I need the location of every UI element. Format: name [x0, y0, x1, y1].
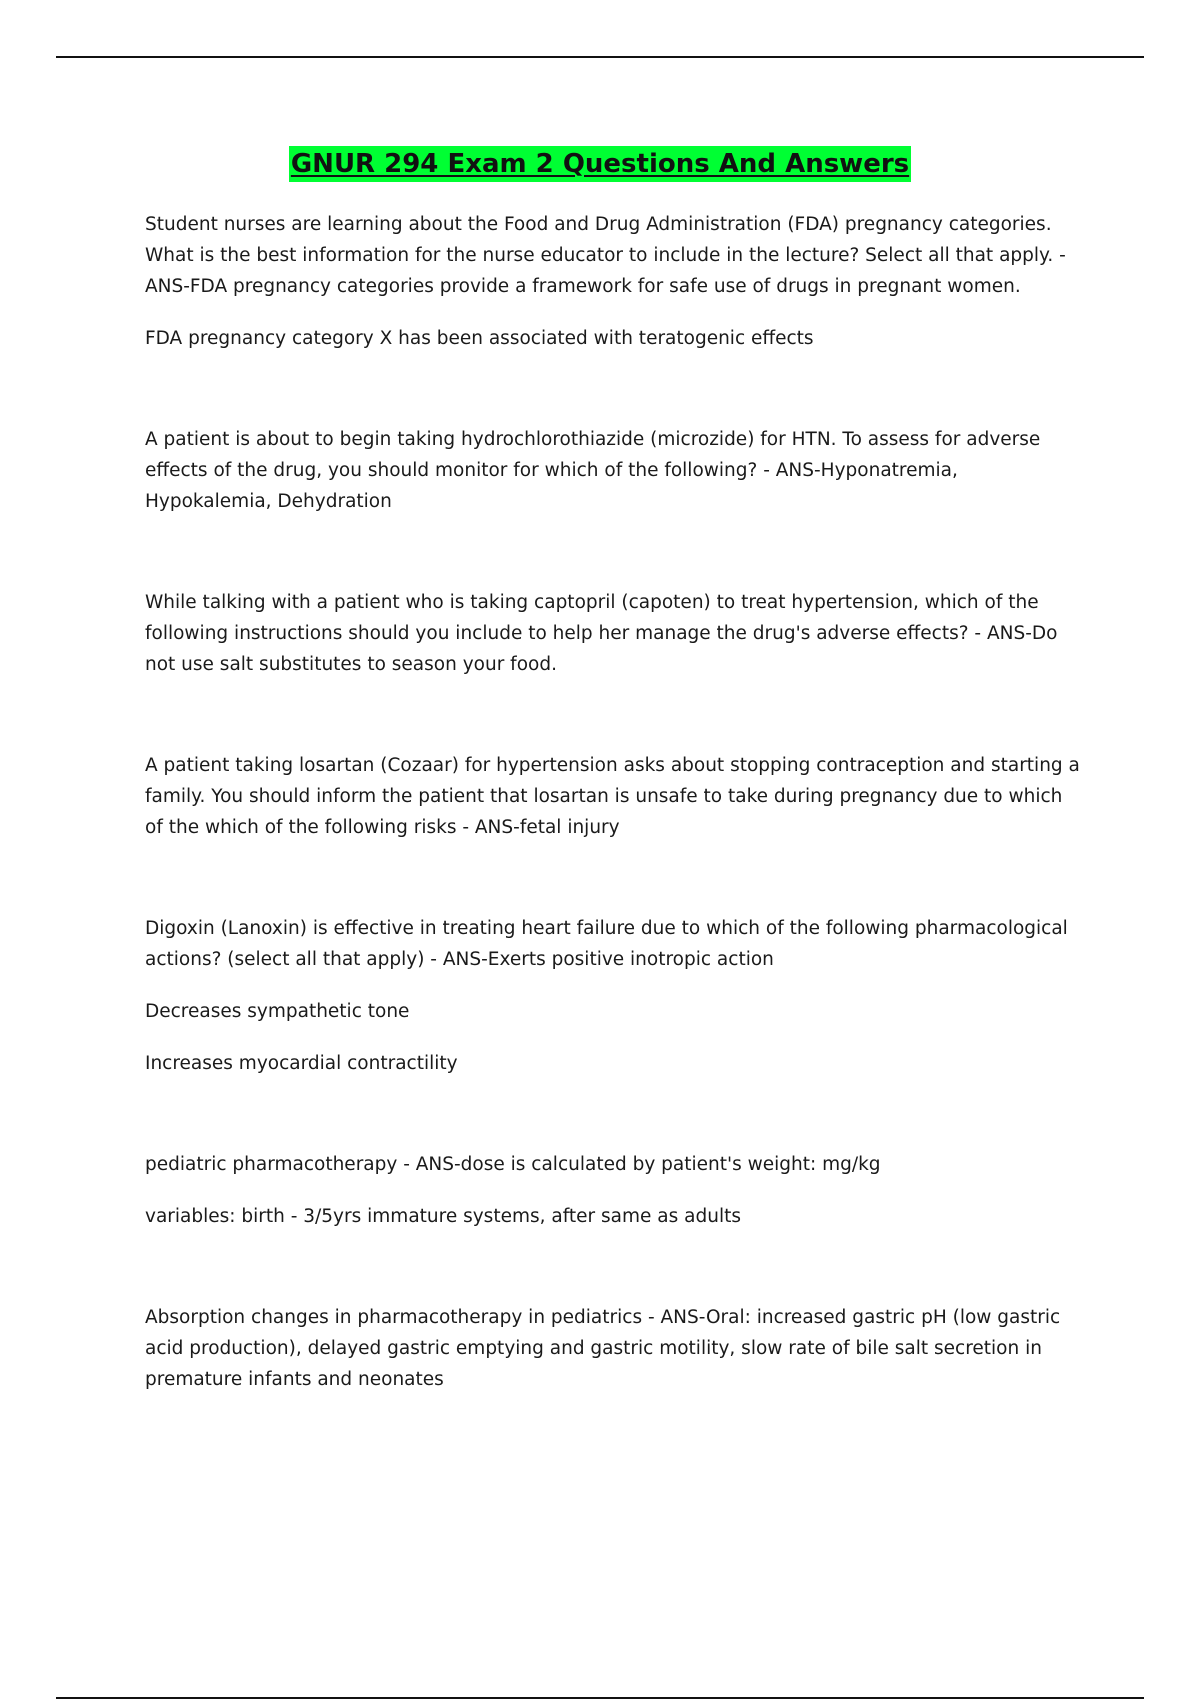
- paragraph-category-x: FDA pregnancy category X has been associated with teratogenic effects: [145, 328, 814, 349]
- paragraph-sympathetic-tone: Decreases sympathetic tone: [145, 1001, 410, 1022]
- paragraph-captopril: While talking with a patient who is taking captopril (capoten) to treat hypertension, which of the following instructions should you include to help her manage the drug's adverse effects? - ANS-Do not use salt substitutes to season your food.: [145, 592, 1058, 675]
- document-title: GNUR 294 Exam 2 Questions And Answers: [289, 146, 911, 182]
- paragraph-digoxin: Digoxin (Lanoxin) is effective in treating heart failure due to which of the following pharmacological actions? (select all that apply) - ANS-Exerts positive inotropic action: [145, 918, 1068, 970]
- paragraph-hydrochlorothiazide: A patient is about to begin taking hydrochlorothiazide (microzide) for HTN. To assess for adverse effects of the drug, you should monitor for which of the following? - ANS-Hyponatremia, Hypokalemia, Dehydration: [145, 429, 1041, 512]
- paragraph-losartan: A patient taking losartan (Cozaar) for hypertension asks about stopping contraception and starting a family. You should inform the patient that losartan is unsafe to take during pregnancy due to which of the which of the following risks - ANS-fetal injury: [145, 755, 1080, 838]
- paragraph-variables: variables: birth - 3/5yrs immature systems, after same as adults: [145, 1206, 741, 1227]
- header-rule: [56, 56, 1144, 58]
- title-container: [0, 146, 1200, 182]
- paragraph-pediatric-pharmacotherapy: pediatric pharmacotherapy - ANS-dose is calculated by patient's weight: mg/kg: [145, 1154, 881, 1175]
- paragraph-absorption-changes: Absorption changes in pharmacotherapy in pediatrics - ANS-Oral: increased gastric pH (low gastric acid production), delayed gastric emptying and gastric motility, slow rate of bile salt secretion in premature infants and neonates: [145, 1307, 1061, 1390]
- document-body: [145, 209, 1080, 1395]
- paragraph-fda-categories: Student nurses are learning about the Food and Drug Administration (FDA) pregnancy categories. What is the best information for the nurse educator to include in the lecture? Select all that apply. - ANS-FDA pregnancy categories provide a framework for safe use of drugs in pregnant women.: [145, 214, 1066, 297]
- paragraph-contractility: Increases myocardial contractility: [145, 1053, 458, 1074]
- footer-rule: [56, 1697, 1144, 1699]
